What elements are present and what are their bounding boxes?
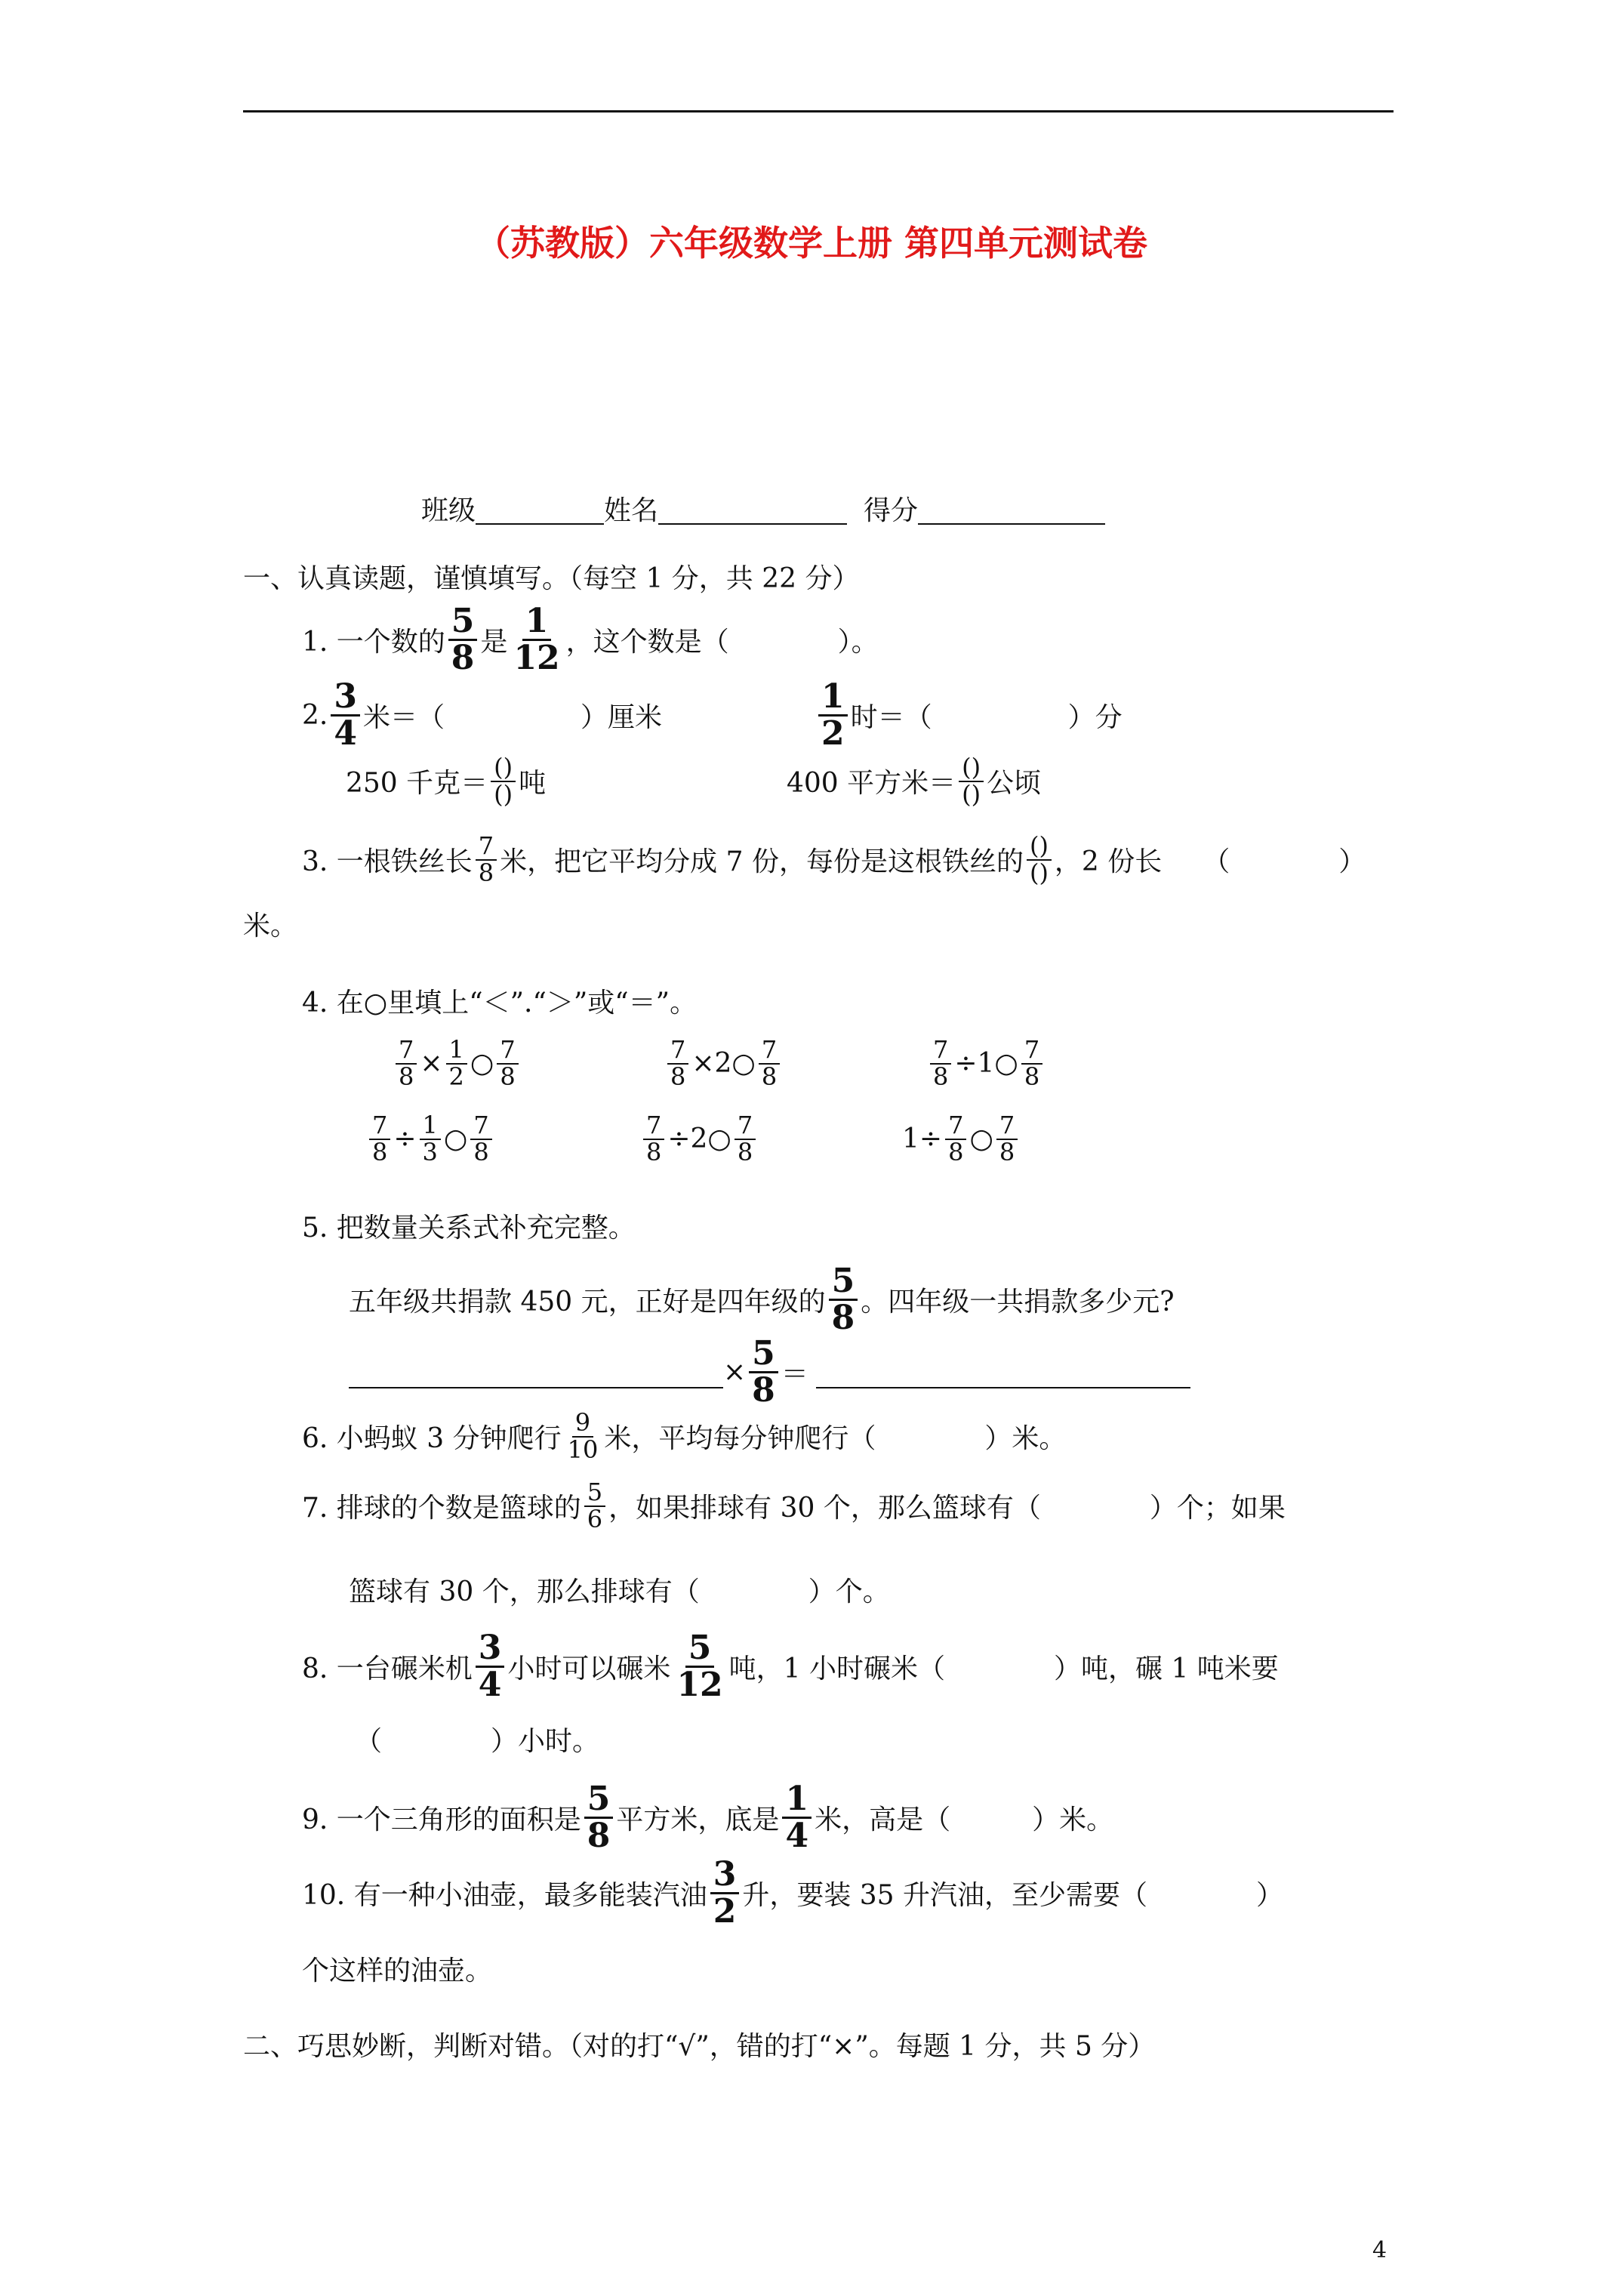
class-blank[interactable] — [476, 493, 604, 525]
answer-blank[interactable] — [816, 1357, 1190, 1388]
compare-item: $\frac{7}{8}$ ÷ $\frac{1}{3}$ ○ $\frac{7}{8}$ — [366, 1113, 495, 1165]
question-2-line-1b: $\frac{1}{2}$ 时＝（ ）分 — [815, 680, 1123, 751]
question-5-equation: × $\frac{5}{8}$ ＝ — [349, 1336, 1190, 1408]
question-6: 6. 小蚂蚁 3 分钟爬行 $\frac{9}{10}$ 米，平均每分钟爬行（ ）米。 — [302, 1408, 1067, 1464]
question-8-continued: （ ）小时。 — [355, 1726, 600, 1757]
class-label: 班级 — [421, 495, 476, 526]
answer-blank[interactable] — [349, 1357, 723, 1388]
fraction: $\frac{5}{8}$ — [829, 1264, 858, 1336]
fraction: $\frac{5}{8}$ — [584, 1782, 614, 1854]
fraction: $\frac{5}{8}$ — [749, 1336, 778, 1408]
fraction: $\frac{()}{()}$ — [491, 755, 516, 807]
fraction: $\frac{3}{4}$ — [331, 680, 360, 751]
question-4: 4. 在○里填上“＜”.“＞”或“＝”。 — [302, 988, 698, 1019]
question-3-continued: 米。 — [243, 911, 298, 942]
question-3: 3. 一根铁丝长 $\frac{7}{8}$ 米，把它平均分成 7 份，每份是这根铁丝的 $\frac{()}{()}$ ，2 份长 （ ） — [302, 831, 1366, 887]
question-9: 9. 一个三角形的面积是 $\frac{5}{8}$ 平方米，底是 $\frac{1}{4}$ 米，高是（ ）米。 — [302, 1780, 1114, 1856]
question-2-line-2: 250 千克＝ $\frac{()}{()}$ 吨 — [346, 753, 547, 809]
question-10-continued: 个这样的油壶。 — [302, 1955, 493, 1986]
section-2-heading: 二、巧思妙断，判断对错。（对的打“√”，错的打“×”。每题 1 分，共 5 分） — [243, 2031, 1156, 2062]
fraction: $\frac{()}{()}$ — [959, 755, 984, 807]
compare-item: $\frac{7}{8}$ × $\frac{1}{2}$ ○ $\frac{7}{8}$ — [393, 1037, 522, 1089]
score-blank[interactable] — [918, 493, 1105, 525]
question-5-problem: 五年级共捐款 450 元，正好是四年级的 $\frac{5}{8}$ 。四年级一共捐款多少元? — [349, 1262, 1175, 1338]
question-2-line-2b: 400 平方米＝ $\frac{()}{()}$ 公顷 — [787, 753, 1042, 809]
compare-item: $\frac{7}{8}$ ÷1○ $\frac{7}{8}$ — [927, 1037, 1046, 1089]
compare-item: 1÷ $\frac{7}{8}$ ○ $\frac{7}{8}$ — [902, 1113, 1021, 1165]
fraction: $\frac{1}{2}$ — [818, 680, 848, 751]
compare-item: $\frac{7}{8}$ ÷2○ $\frac{7}{8}$ — [640, 1113, 759, 1165]
compare-item: $\frac{7}{8}$ ×2○ $\frac{7}{8}$ — [664, 1037, 783, 1089]
question-7-continued: 篮球有 30 个，那么排球有（ ）个。 — [349, 1576, 890, 1607]
question-7: 7. 排球的个数是篮球的 $\frac{5}{6}$ ，如果排球有 30 个，那么篮球有（ ）个；如果 — [302, 1478, 1286, 1533]
fraction: $\frac{3}{2}$ — [710, 1857, 740, 1929]
fraction: $\frac{()}{()}$ — [1027, 834, 1052, 886]
question-10: 10. 有一种小油壶，最多能装汽油 $\frac{3}{2}$ 升，要装 35 升汽油，至少需要（ ） — [302, 1855, 1284, 1931]
question-5: 5. 把数量关系式补充完整。 — [302, 1213, 636, 1244]
fraction: $\frac{5}{6}$ — [584, 1480, 605, 1532]
name-blank[interactable] — [658, 493, 847, 525]
question-8: 8. 一台碾米机 $\frac{3}{4}$ 小时可以碾米 $\frac{5}{12}$ 吨，1 小时碾米（ ）吨，碾 1 吨米要 — [302, 1629, 1279, 1705]
page-number: 4 — [1372, 2237, 1387, 2264]
question-2-line-1: 2. $\frac{3}{4}$ 米＝（ ）厘米 — [302, 677, 662, 754]
page-title: （苏教版）六年级数学上册 第四单元测试卷 — [475, 223, 1147, 264]
score-label: 得分 — [864, 495, 919, 526]
question-1: 1. 一个数的 $\frac{5}{8}$ 是 $\frac{1}{12}$ ，这个数是（ ）。 — [302, 602, 879, 678]
section-1-heading: 一、认真读题，谨慎填写。（每空 1 分，共 22 分） — [243, 563, 860, 594]
fraction: $\frac{7}{8}$ — [476, 834, 497, 886]
fraction: $\frac{1}{12}$ — [513, 602, 560, 678]
fraction: $\frac{9}{10}$ — [567, 1408, 599, 1464]
fraction: $\frac{3}{4}$ — [476, 1631, 505, 1703]
header-rule — [243, 110, 1394, 112]
name-label: 姓名 — [604, 495, 659, 526]
fraction: $\frac{1}{4}$ — [782, 1782, 812, 1854]
student-info-line — [421, 489, 1105, 528]
fraction: $\frac{5}{12}$ — [676, 1629, 723, 1705]
fraction: $\frac{5}{8}$ — [448, 604, 478, 676]
